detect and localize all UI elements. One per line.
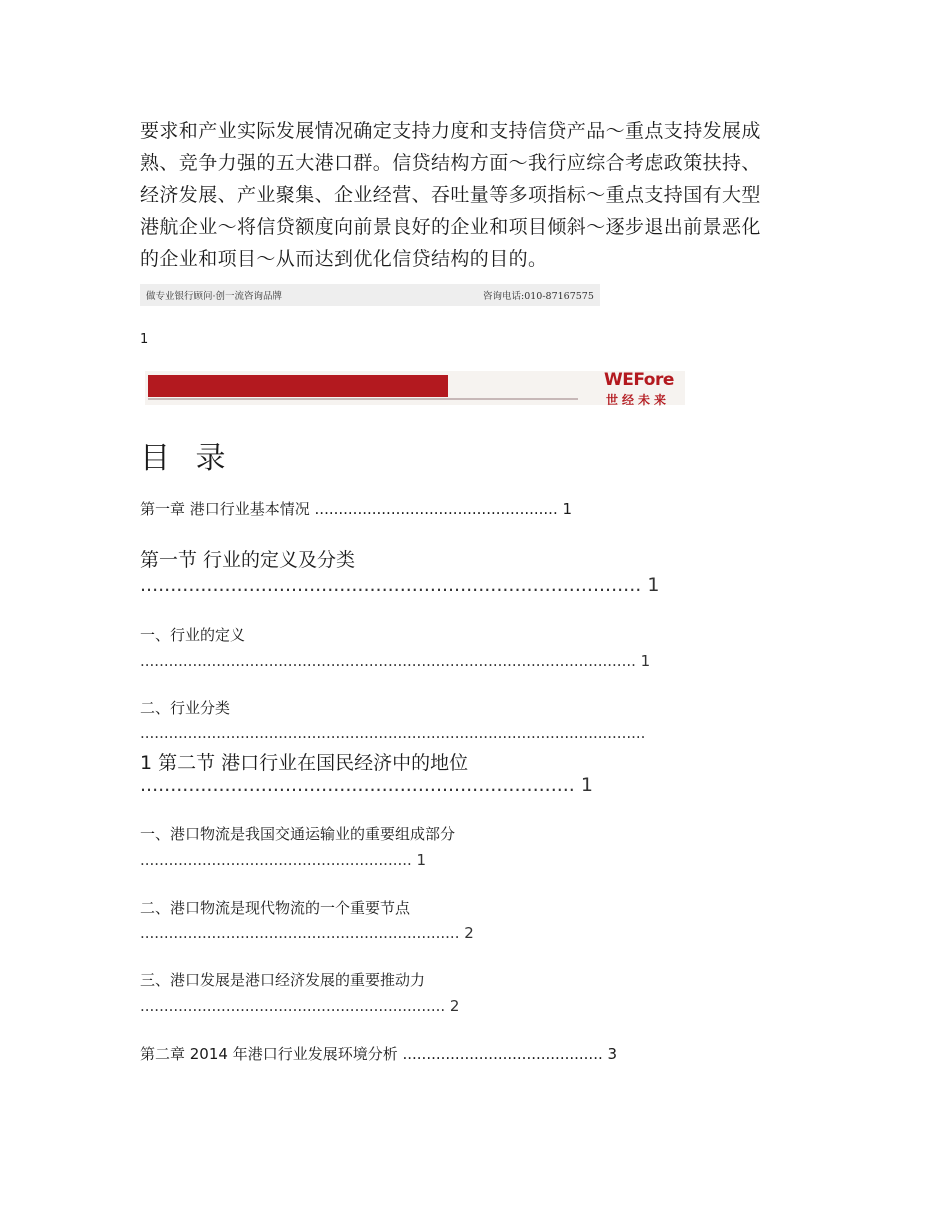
footer-slogan: 做专业银行顾问·创一流咨询品牌 bbox=[146, 291, 283, 302]
toc-title: 目 录 bbox=[140, 441, 234, 476]
page-number: 1 bbox=[140, 332, 149, 347]
intro-paragraph bbox=[140, 115, 820, 275]
header-divider bbox=[148, 398, 578, 400]
toc-leader-line: ........................................................................ 1 bbox=[140, 774, 593, 796]
toc-leader-line: ......................................................... 1 bbox=[140, 851, 427, 869]
toc-leader-line: ........................................................................................................ 1 bbox=[140, 652, 651, 670]
brand-logo-subtext: 世经未来 bbox=[606, 393, 671, 407]
toc-leader-line: ................................................................... 2 bbox=[140, 924, 474, 942]
brand-logo: WEFore bbox=[604, 370, 674, 390]
intro-line: 要求和产业实际发展情况确定支持力度和支持信贷产品～重点支持发展成 bbox=[140, 120, 761, 142]
footer-phone: 咨询电话:010-87167575 bbox=[483, 291, 594, 302]
toc-entry-section-1-2[interactable]: 1 第二节 港口行业在国民经济中的地位 bbox=[140, 752, 469, 774]
toc-entry-section-1-1[interactable]: 第一节 行业的定义及分类 bbox=[140, 549, 356, 571]
toc-entry-logistics-transport[interactable]: 一、港口物流是我国交通运输业的重要组成部分 bbox=[140, 825, 456, 843]
toc-entry-port-development[interactable]: 三、港口发展是港口经济发展的重要推动力 bbox=[140, 971, 426, 989]
toc-leader-line: .......................................................................................................... bbox=[140, 724, 646, 742]
toc-entry-chapter-2[interactable]: 第二章 2014 年港口行业发展环境分析 .......................................... 3 bbox=[140, 1045, 618, 1063]
toc-entry-chapter-1[interactable]: 第一章 港口行业基本情况 ................................................... 1 bbox=[140, 500, 573, 518]
toc-entry-logistics-node[interactable]: 二、港口物流是现代物流的一个重要节点 bbox=[140, 899, 411, 917]
toc-leader-line: ................................................................................... 1 bbox=[140, 574, 660, 596]
intro-line: 熟、竞争力强的五大港口群。信贷结构方面～我行应综合考虑政策扶持、 bbox=[140, 152, 761, 174]
intro-line: 的企业和项目～从而达到优化信贷结构的目的。 bbox=[140, 248, 548, 270]
toc-leader-line: ................................................................ 2 bbox=[140, 997, 460, 1015]
page-footer bbox=[140, 284, 600, 306]
toc-entry-definition[interactable]: 一、行业的定义 bbox=[140, 626, 246, 644]
header-red-bar bbox=[148, 375, 448, 397]
toc-entry-classification[interactable]: 二、行业分类 bbox=[140, 699, 231, 717]
intro-line: 经济发展、产业聚集、企业经营、吞吐量等多项指标～重点支持国有大型 bbox=[140, 184, 761, 206]
intro-line: 港航企业～将信贷额度向前景良好的企业和项目倾斜～逐步退出前景恶化 bbox=[140, 216, 761, 238]
